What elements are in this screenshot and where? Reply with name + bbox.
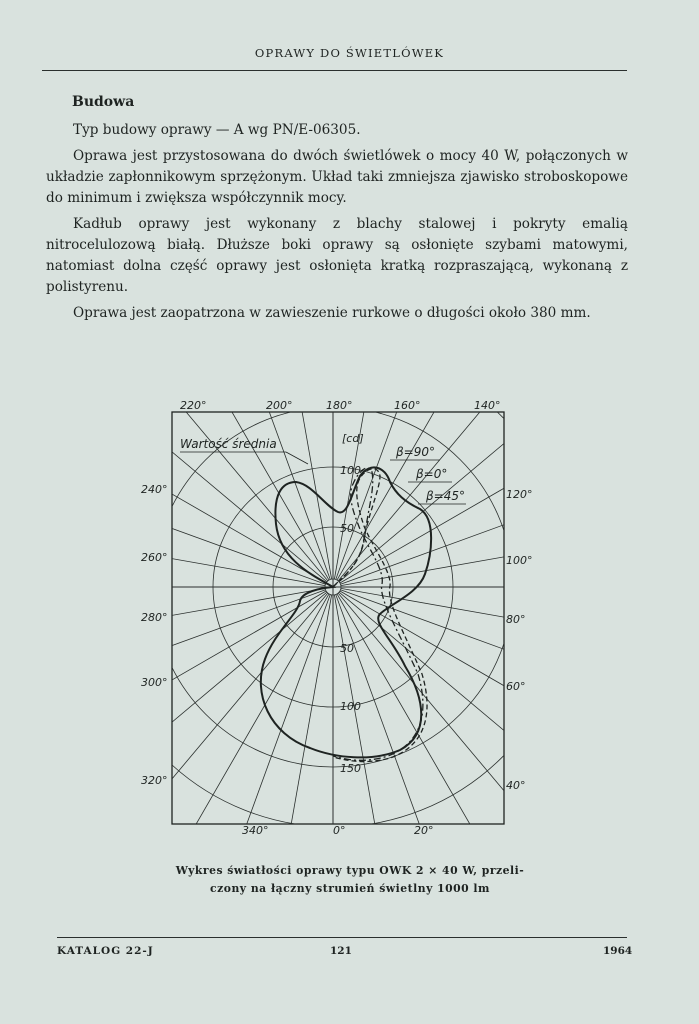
caption-line-2: czony na łączny strumień świetlny 1000 lm xyxy=(210,882,490,895)
grid-ray xyxy=(339,317,655,582)
header-rule xyxy=(42,70,627,71)
scale-label-upper-50: 50 xyxy=(340,522,354,535)
paragraph-housing: Kadłub oprawy jest wykonany z blachy stalowej i pokryty emalią nitrocelulozową białą. Dłuższe boki oprawy są osłonięte szybami matowymi, natomiast dolna część oprawy jest osłonięta kratką rozpraszającą, wykonaną z polistyrenu. xyxy=(46,216,628,295)
grid-ray xyxy=(189,595,330,982)
grid-ray xyxy=(334,595,406,1001)
page-number: 121 xyxy=(330,945,352,957)
angle-label-220: 220° xyxy=(180,399,207,412)
grid-ray xyxy=(341,514,699,586)
scale-label-lower-50: 50 xyxy=(340,642,354,655)
angle-label-180: 180° xyxy=(326,399,353,412)
running-title: OPRAWY DO ŚWIETLÓWEK xyxy=(254,46,445,60)
angle-label-160: 160° xyxy=(394,399,421,412)
angle-label-300: 300° xyxy=(141,676,168,689)
angle-label-340: 340° xyxy=(242,824,269,837)
angle-label-120: 120° xyxy=(506,488,533,501)
diagram-frame xyxy=(172,412,504,824)
angle-label-40: 40° xyxy=(506,779,526,792)
legend-average: Wartość średnia xyxy=(180,437,277,451)
scale-label-upper-100: 100 xyxy=(340,464,361,477)
angle-label-320: 320° xyxy=(141,774,168,787)
paragraph-lamps: Oprawa jest przystosowana do dwóch świetlówek o mocy 40 W, połączonych w układzie zapłonnikowym sprzężonym. Układ taki zmniejsza zjawisko stroboskopowe do minimum i zwiększa współczynnik mocy. xyxy=(46,148,628,206)
grid-ray xyxy=(0,588,325,660)
footer-catalog: KATALOG 22-J xyxy=(57,945,154,957)
curve-average xyxy=(261,467,431,757)
angle-label-80: 80° xyxy=(506,613,526,626)
legend-beta45: β=45° xyxy=(426,489,465,503)
paragraph-type: Typ budowy oprawy — A wg PN/E-06305. xyxy=(73,122,361,138)
angle-label-60: 60° xyxy=(506,680,526,693)
angle-label-280: 280° xyxy=(141,611,168,624)
section-title: Budowa xyxy=(72,94,135,110)
angle-label-100: 100° xyxy=(506,554,533,567)
grid-ray xyxy=(339,592,655,857)
legend-beta90: β=90° xyxy=(396,445,435,459)
polar-diagram xyxy=(140,394,533,837)
scale-label-lower-100: 100 xyxy=(340,700,361,713)
paragraph-suspension: Oprawa jest zaopatrzona w zawieszenie rurkowe o długości około 380 mm. xyxy=(73,305,591,321)
grid-ray xyxy=(11,317,327,582)
angle-label-200: 200° xyxy=(266,399,293,412)
grid-ray xyxy=(336,595,477,982)
unit-label: [cd] xyxy=(342,432,364,445)
angle-label-0: 0° xyxy=(333,824,346,837)
scale-label-lower-150: 150 xyxy=(340,762,361,775)
angle-label-240: 240° xyxy=(141,483,168,496)
legend-beta0: β=0° xyxy=(416,467,448,481)
footer-rule xyxy=(57,937,627,938)
angle-label-20: 20° xyxy=(414,824,434,837)
angle-label-140: 140° xyxy=(474,399,501,412)
figure-caption xyxy=(100,862,600,898)
grid-ray xyxy=(260,595,332,1001)
angle-label-260: 260° xyxy=(141,551,168,564)
body-text xyxy=(46,120,628,329)
footer-year: 1964 xyxy=(603,945,633,957)
caption-line-1: Wykres światłości oprawy typu OWK 2 × 40 W, przeli- xyxy=(175,864,525,877)
